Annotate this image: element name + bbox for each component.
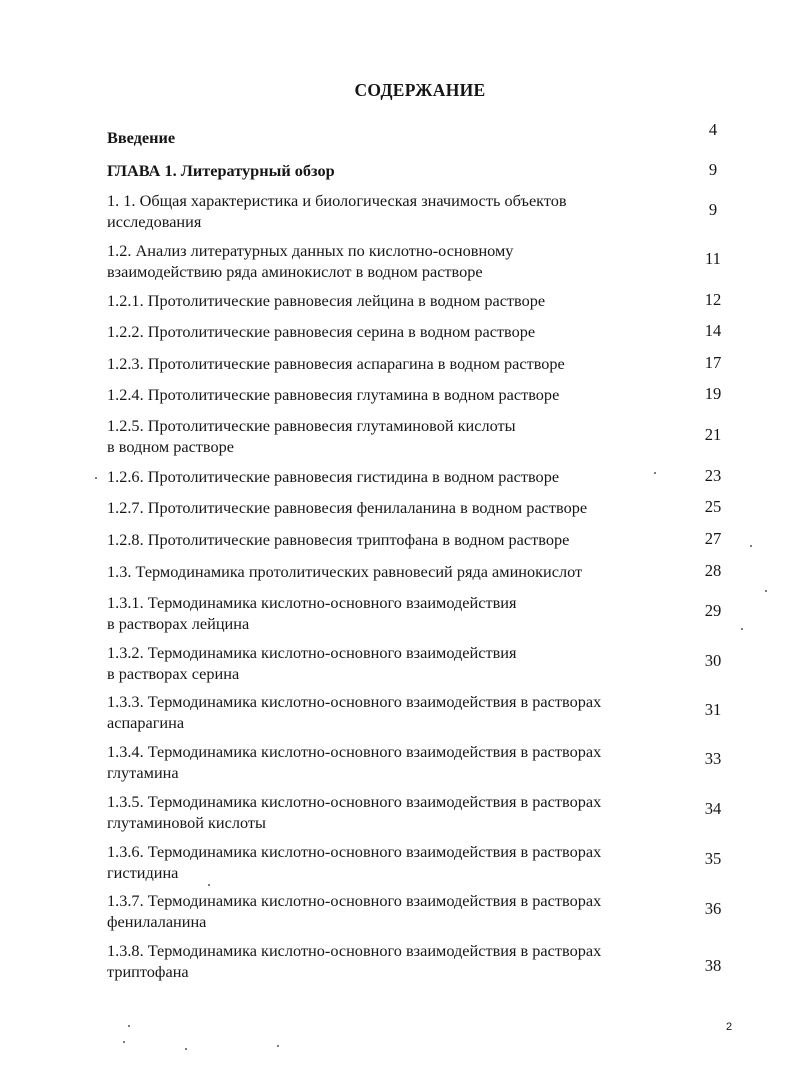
toc-entry-text: 1.2.1. Протолитические равновесия лейцина в водном растворе [107,291,546,310]
toc-entry [107,384,687,405]
toc-entry-text: в растворах серина [107,664,240,683]
toc-entry-text: 1.3.7. Термодинамика кислотно-основного взаимодействия в растворах [107,891,602,910]
toc-entry [107,890,687,932]
toc-entry [107,321,687,342]
toc-page-number: 9 [708,200,718,219]
toc-entry [107,290,687,311]
toc-entry-text: 1.2.2. Протолитические равновесия серина в водном растворе [107,322,536,341]
toc-entry-text: 1.2.8. Протолитические равновесия триптофана в водном растворе [107,530,570,549]
toc-entry-text: глутамина [107,763,179,782]
toc-page-number: 4 [708,120,718,139]
toc-entry-text: 1.2.3. Протолитические равновесия аспарагина в водном растворе [107,354,565,373]
toc-entry [107,497,687,518]
toc-page-number: 9 [708,160,718,179]
scan-speck [750,545,752,547]
toc-page-number: 19 [704,384,722,403]
toc-page-number: 30 [704,651,722,670]
toc-entry-text: фенилаланина [107,912,207,931]
toc-entry [107,353,687,374]
scan-speck [95,477,97,479]
toc-page-number: 29 [704,601,722,620]
toc-entry-text: глутаминовой кислоты [107,813,266,832]
toc-page-number: 21 [704,425,722,444]
toc-entry [107,529,687,550]
toc-entry-text: триптофана [107,962,189,981]
toc-page-number: 36 [704,899,722,918]
page-title: СОДЕРЖАНИЕ [354,80,486,100]
toc-page-number: 23 [704,466,722,485]
toc-entry-text: 1.3.3. Термодинамика кислотно-основного взаимодействия в растворах [107,692,602,711]
toc-entry-text: 1.3. Термодинамика протолитических равновесий ряда аминокислот [107,562,583,581]
toc-page-number: 31 [704,700,722,719]
scan-speck [185,1048,187,1050]
toc-entry-text: 1.3.8. Термодинамика кислотно-основного взаимодействия в растворах [107,941,602,960]
toc-entry-text: Введение [107,128,176,147]
toc-page-number: 34 [704,799,722,818]
toc-entry [107,741,687,783]
scan-speck [765,590,767,592]
toc-entry-text: в водном растворе [107,437,234,456]
toc-entry-text: 1.2. Анализ литературных данных по кислотно-основному [107,241,514,260]
toc-entry [107,791,687,833]
toc-entry-text: аспарагина [107,713,185,732]
toc-entry [107,415,687,457]
toc-entry [107,841,687,883]
toc-entry [107,691,687,733]
toc-entry-text: в растворах лейцина [107,614,250,633]
toc-entry-text: взаимодействию ряда аминокислот в водном растворе [107,262,483,281]
scan-speck [128,1025,130,1027]
toc-entry [107,240,687,282]
toc-entry [107,466,687,487]
toc-entry-text: 1.3.6. Термодинамика кислотно-основного взаимодействия в растворах [107,842,602,861]
toc-page-number: 33 [704,749,722,768]
toc-page-number: 12 [704,290,722,309]
toc-page-number: 25 [704,497,722,516]
toc-page-number: 11 [705,249,721,268]
toc-page-number: 17 [704,353,722,372]
toc-entry-text: 1. 1. Общая характеристика и биологическая значимость объектов [107,191,567,210]
toc-entry-text: 1.2.6. Протолитические равновесия гистидина в водном растворе [107,467,560,486]
toc-entry-text: 1.3.4. Термодинамика кислотно-основного взаимодействия в растворах [107,742,602,761]
toc-entry [107,127,687,148]
toc-entry [107,642,687,684]
page-number: 2 [726,1021,733,1033]
toc-entry [107,940,687,982]
scan-speck [208,884,210,886]
toc-entry-text: 1.2.4. Протолитические равновесия глутамина в водном растворе [107,385,560,404]
toc-entry-text: исследования [107,212,202,231]
toc-entry-text: 1.3.5. Термодинамика кислотно-основного взаимодействия в растворах [107,792,602,811]
toc-page-number: 35 [704,849,722,868]
toc-page-number: 38 [704,956,722,975]
toc-entry [107,561,687,582]
toc-entry-text: гистидина [107,863,179,882]
toc-page-number: 27 [704,529,722,548]
toc-entry [107,160,687,181]
toc-entry-text: 1.2.5. Протолитические равновесия глутаминовой кислоты [107,416,516,435]
toc-entry-text: 1.2.7. Протолитические равновесия фенилаланина в водном растворе [107,498,588,517]
scan-speck [741,628,743,630]
toc-entry-text: ГЛАВА 1. Литературный обзор [107,161,335,180]
scan-speck [277,1045,279,1047]
toc-entry [107,190,687,232]
toc-page-number: 14 [704,321,722,340]
scan-speck [123,1041,125,1043]
toc-page-number: 28 [704,561,722,580]
scan-speck [654,472,656,474]
toc-entry [107,592,687,634]
toc-entry-text: 1.3.1. Термодинамика кислотно-основного взаимодействия [107,593,517,612]
toc-entry-text: 1.3.2. Термодинамика кислотно-основного взаимодействия [107,643,517,662]
